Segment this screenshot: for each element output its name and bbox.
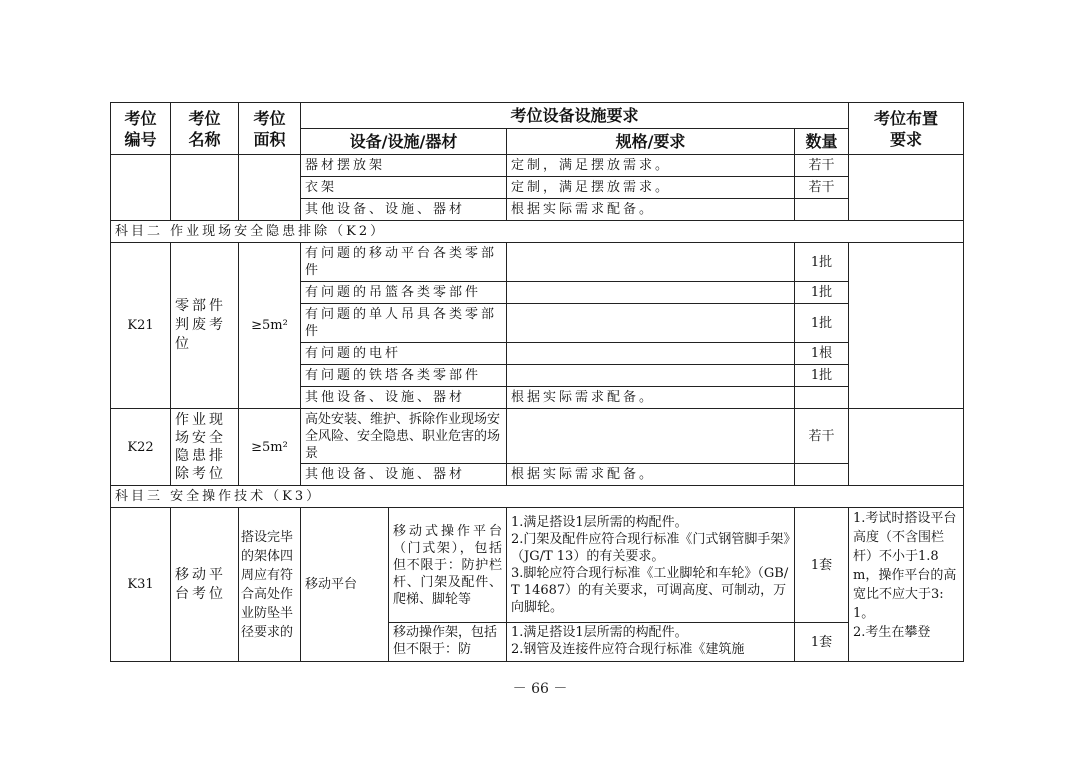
quantity-cell: 若干 — [795, 409, 849, 464]
header-quantity: 数量 — [795, 129, 849, 155]
spec-cell: 定制，满足摆放需求。 — [507, 177, 795, 199]
section-row — [111, 486, 964, 508]
header-station-name: 考位 名称 — [171, 103, 239, 155]
spec-cell: 根据实际需求配备。 — [507, 464, 795, 486]
spec-cell — [507, 243, 795, 282]
quantity-cell: 若干 — [795, 177, 849, 199]
section-title-k2: 科目二 作业现场安全隐患排除（K2） — [111, 221, 964, 243]
spec-cell — [507, 409, 795, 464]
equipment-type-cell: 移动式操作平台（门式架），包括但不限于：防护栏杆、门架及配件、爬梯、脚轮等 — [389, 508, 507, 623]
exam-station-table — [110, 102, 964, 662]
station-name: 移动平台考位 — [171, 508, 239, 662]
spec-cell: 根据实际需求配备。 — [507, 387, 795, 409]
equipment-cell: 器材摆放架 — [301, 155, 507, 177]
equipment-cell: 有问题的移动平台各类零部件 — [301, 243, 507, 282]
equipment-cell: 其他设备、设施、器材 — [301, 464, 507, 486]
section-title-k3: 科目三 安全操作技术（K3） — [111, 486, 964, 508]
quantity-cell: 若干 — [795, 155, 849, 177]
equipment-cell: 高处安装、维护、拆除作业现场安全风险、安全隐患、职业危害的场景 — [301, 409, 507, 464]
quantity-cell: 1批 — [795, 243, 849, 282]
empty-cell — [171, 155, 239, 221]
spec-cell — [507, 343, 795, 365]
quantity-cell: 1套 — [795, 623, 849, 662]
equipment-cell: 有问题的电杆 — [301, 343, 507, 365]
empty-cell — [849, 243, 964, 409]
table-row — [111, 155, 964, 177]
spec-cell — [507, 304, 795, 343]
station-name: 作业现场安全隐患排除考位 — [171, 409, 239, 486]
equipment-cell: 有问题的吊篮各类零部件 — [301, 282, 507, 304]
station-code: K31 — [111, 508, 171, 662]
empty-cell — [849, 155, 964, 221]
table-row — [111, 243, 964, 282]
empty-cell — [849, 409, 964, 486]
station-code: K22 — [111, 409, 171, 486]
quantity-cell — [795, 464, 849, 486]
quantity-cell: 1批 — [795, 304, 849, 343]
station-area: 搭设完毕的架体四周应有符合高处作业防坠半径要求的 — [239, 508, 301, 662]
quantity-cell: 1批 — [795, 365, 849, 387]
station-area: ≥5m² — [239, 409, 301, 486]
quantity-cell: 1批 — [795, 282, 849, 304]
station-name: 零部件判废考位 — [171, 243, 239, 409]
layout-requirement-cell: 1.考试时搭设平台高度（不含围栏杆）不小于1.8m，操作平台的高宽比不应大于3:1。 2.考生在攀登 — [849, 508, 964, 662]
spec-cell — [507, 282, 795, 304]
equipment-cell: 有问题的单人吊具各类零部件 — [301, 304, 507, 343]
header-station-code: 考位 编号 — [111, 103, 171, 155]
section-row — [111, 221, 964, 243]
quantity-cell: 1根 — [795, 343, 849, 365]
quantity-cell: 1套 — [795, 508, 849, 623]
spec-cell — [507, 365, 795, 387]
equipment-cell: 其他设备、设施、器材 — [301, 199, 507, 221]
equipment-cell: 移动平台 — [301, 508, 389, 662]
table-row — [111, 409, 964, 464]
equipment-cell: 有问题的铁塔各类零部件 — [301, 365, 507, 387]
spec-cell: 定制，满足摆放需求。 — [507, 155, 795, 177]
equipment-cell: 其他设备、设施、器材 — [301, 387, 507, 409]
equipment-type-cell: 移动操作架，包括但不限于：防 — [389, 623, 507, 662]
header-station-area: 考位 面积 — [239, 103, 301, 155]
empty-cell — [111, 155, 171, 221]
table-row — [111, 508, 964, 623]
equipment-cell: 衣架 — [301, 177, 507, 199]
header-equipment-requirements: 考位设备设施要求 — [301, 103, 849, 129]
quantity-cell — [795, 199, 849, 221]
station-code: K21 — [111, 243, 171, 409]
station-area: ≥5m² — [239, 243, 301, 409]
header-equipment: 设备/设施/器材 — [301, 129, 507, 155]
spec-cell: 根据实际需求配备。 — [507, 199, 795, 221]
header-spec: 规格/要求 — [507, 129, 795, 155]
spec-cell: 1.满足搭设1层所需的构配件。 2.钢管及连接件应符合现行标准《建筑施 — [507, 623, 795, 662]
header-layout-requirements: 考位布置 要求 — [849, 103, 964, 155]
page-number: － 66 － — [512, 681, 568, 697]
spec-cell: 1.满足搭设1层所需的构配件。 2.门架及配件应符合现行标准《门式钢管脚手架》（JG/T 13）的有关要求。 3.脚轮应符合现行标准《工业脚轮和车轮》（GB/T 14687）的有关要求，可调高度、可制动，万向脚轮。 — [507, 508, 795, 623]
empty-cell — [239, 155, 301, 221]
quantity-cell — [795, 387, 849, 409]
